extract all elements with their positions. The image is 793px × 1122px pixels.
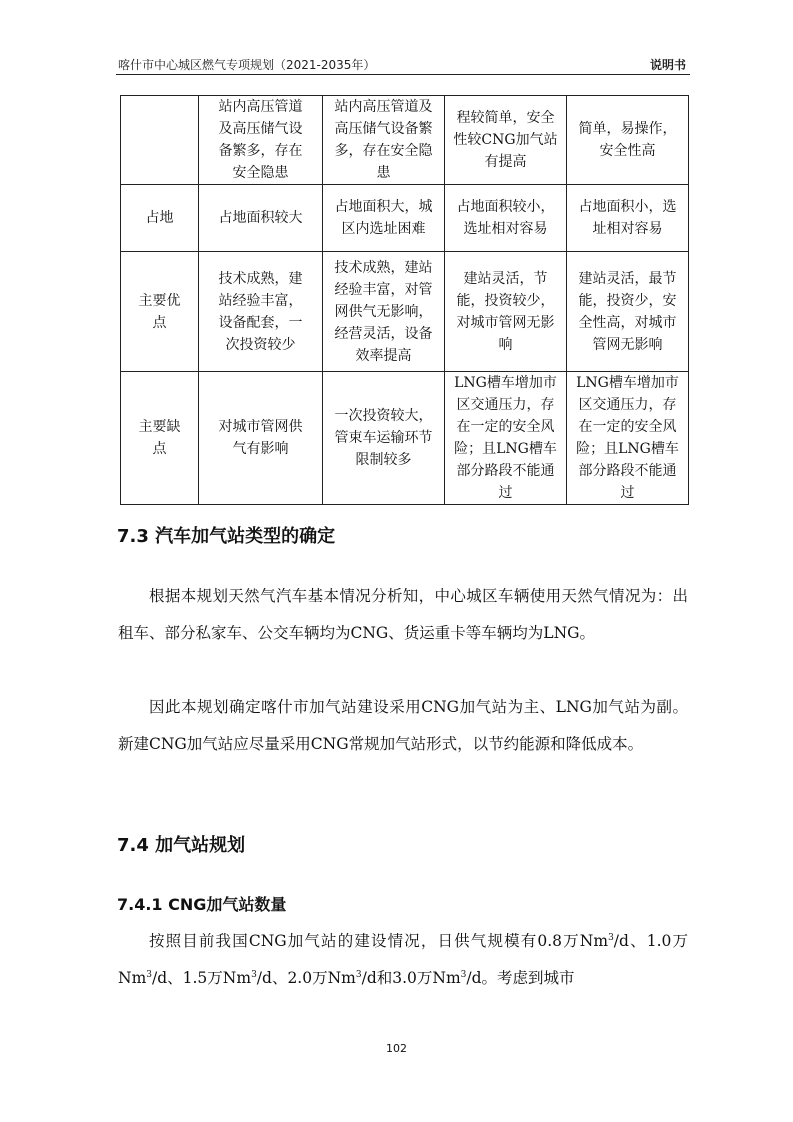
page-number: 102 [386, 1042, 407, 1055]
table-cell: 站内高压管道及高压储气设备繁多，存在安全隐患 [323, 96, 445, 185]
table-cell: 对城市管网供气有影响 [199, 372, 323, 505]
header-rule [116, 74, 690, 75]
superscript: 3 [355, 969, 362, 980]
text-run: /d、1.0万Nm [118, 932, 689, 987]
paragraph: 因此本规划确定喀什市加气站建设采用CNG加气站为主、LNG加气站为副。新建CNG加气站应尽量采用CNG常规加气站形式，以节约能源和降低成本。 [118, 698, 688, 753]
text-run: /d。考虑到城市 [466, 969, 575, 987]
text-run: /d、2.0万Nm [256, 969, 356, 987]
paragraph: 根据本规划天然气汽车基本情况分析知，中心城区车辆使用天然气情况为：出租车、部分私家车、公交车辆均为CNG、货运重卡等车辆均为LNG。 [118, 587, 688, 642]
table-cell: 技术成熟，建站经验丰富，设备配套，一次投资较少 [199, 252, 323, 372]
superscript: 3 [146, 969, 152, 980]
text-run: 按照目前我国CNG加气站的建设情况，日供气规模有0.8万Nm [149, 932, 609, 950]
table-cell: 占地面积小，选址相对容易 [567, 185, 689, 252]
table-row [121, 372, 689, 505]
row-label: 主要缺点 [121, 372, 199, 505]
table-cell: 简单，易操作，安全性高 [567, 96, 689, 185]
table-row [121, 185, 689, 252]
table-cell: 建站灵活，最节能，投资少，安全性高，对城市管网无影响 [567, 252, 689, 372]
row-label: 主要优点 [121, 252, 199, 372]
row-label: 占地 [121, 185, 199, 252]
page-header [118, 56, 688, 76]
table-cell: 程较简单，安全性较CNG加气站有提高 [445, 96, 567, 185]
table-cell: 站内高压管道及高压储气设备繁多，存在安全隐患 [199, 96, 323, 185]
table-cell: 占地面积较小，选址相对容易 [445, 185, 567, 252]
table-cell: LNG槽车增加市区交通压力，存在一定的安全风险；且LNG槽车部分路段不能通过 [567, 372, 689, 505]
table-row [121, 96, 689, 185]
section-heading-7-4: 7.4 加气站规划 [117, 835, 246, 856]
section-heading-7-4-1: 7.4.1 CNG加气站数量 [117, 895, 287, 914]
table-cell: LNG槽车增加市区交通压力，存在一定的安全风险；且LNG槽车部分路段不能通过 [445, 372, 567, 505]
header-title: 喀什市中心城区燃气专项规划（2021-2035年） [118, 58, 376, 72]
table-cell: 一次投资较大，管束车运输环节限制较多 [323, 372, 445, 505]
table-cell: 建站灵活，节能，投资较少，对城市管网无影响 [445, 252, 567, 372]
row-label [121, 96, 199, 185]
table-row [121, 252, 689, 372]
paragraph [118, 923, 688, 997]
superscript: 3 [251, 969, 257, 980]
superscript: 3 [460, 969, 467, 980]
header-doc-type: 说明书 [649, 58, 686, 72]
comparison-table [120, 95, 689, 505]
section-heading-7-3: 7.3 汽车加气站类型的确定 [117, 526, 336, 547]
table-cell: 技术成熟，建站经验丰富，对管网供气无影响，经营灵活，设备效率提高 [323, 252, 445, 372]
superscript: 3 [608, 932, 614, 943]
text-run: /d和3.0万Nm [361, 969, 461, 987]
table-cell: 占地面积较大 [199, 185, 323, 252]
table-cell: 占地面积大，城区内选址困难 [323, 185, 445, 252]
text-run: /d、1.5万Nm [152, 969, 252, 987]
